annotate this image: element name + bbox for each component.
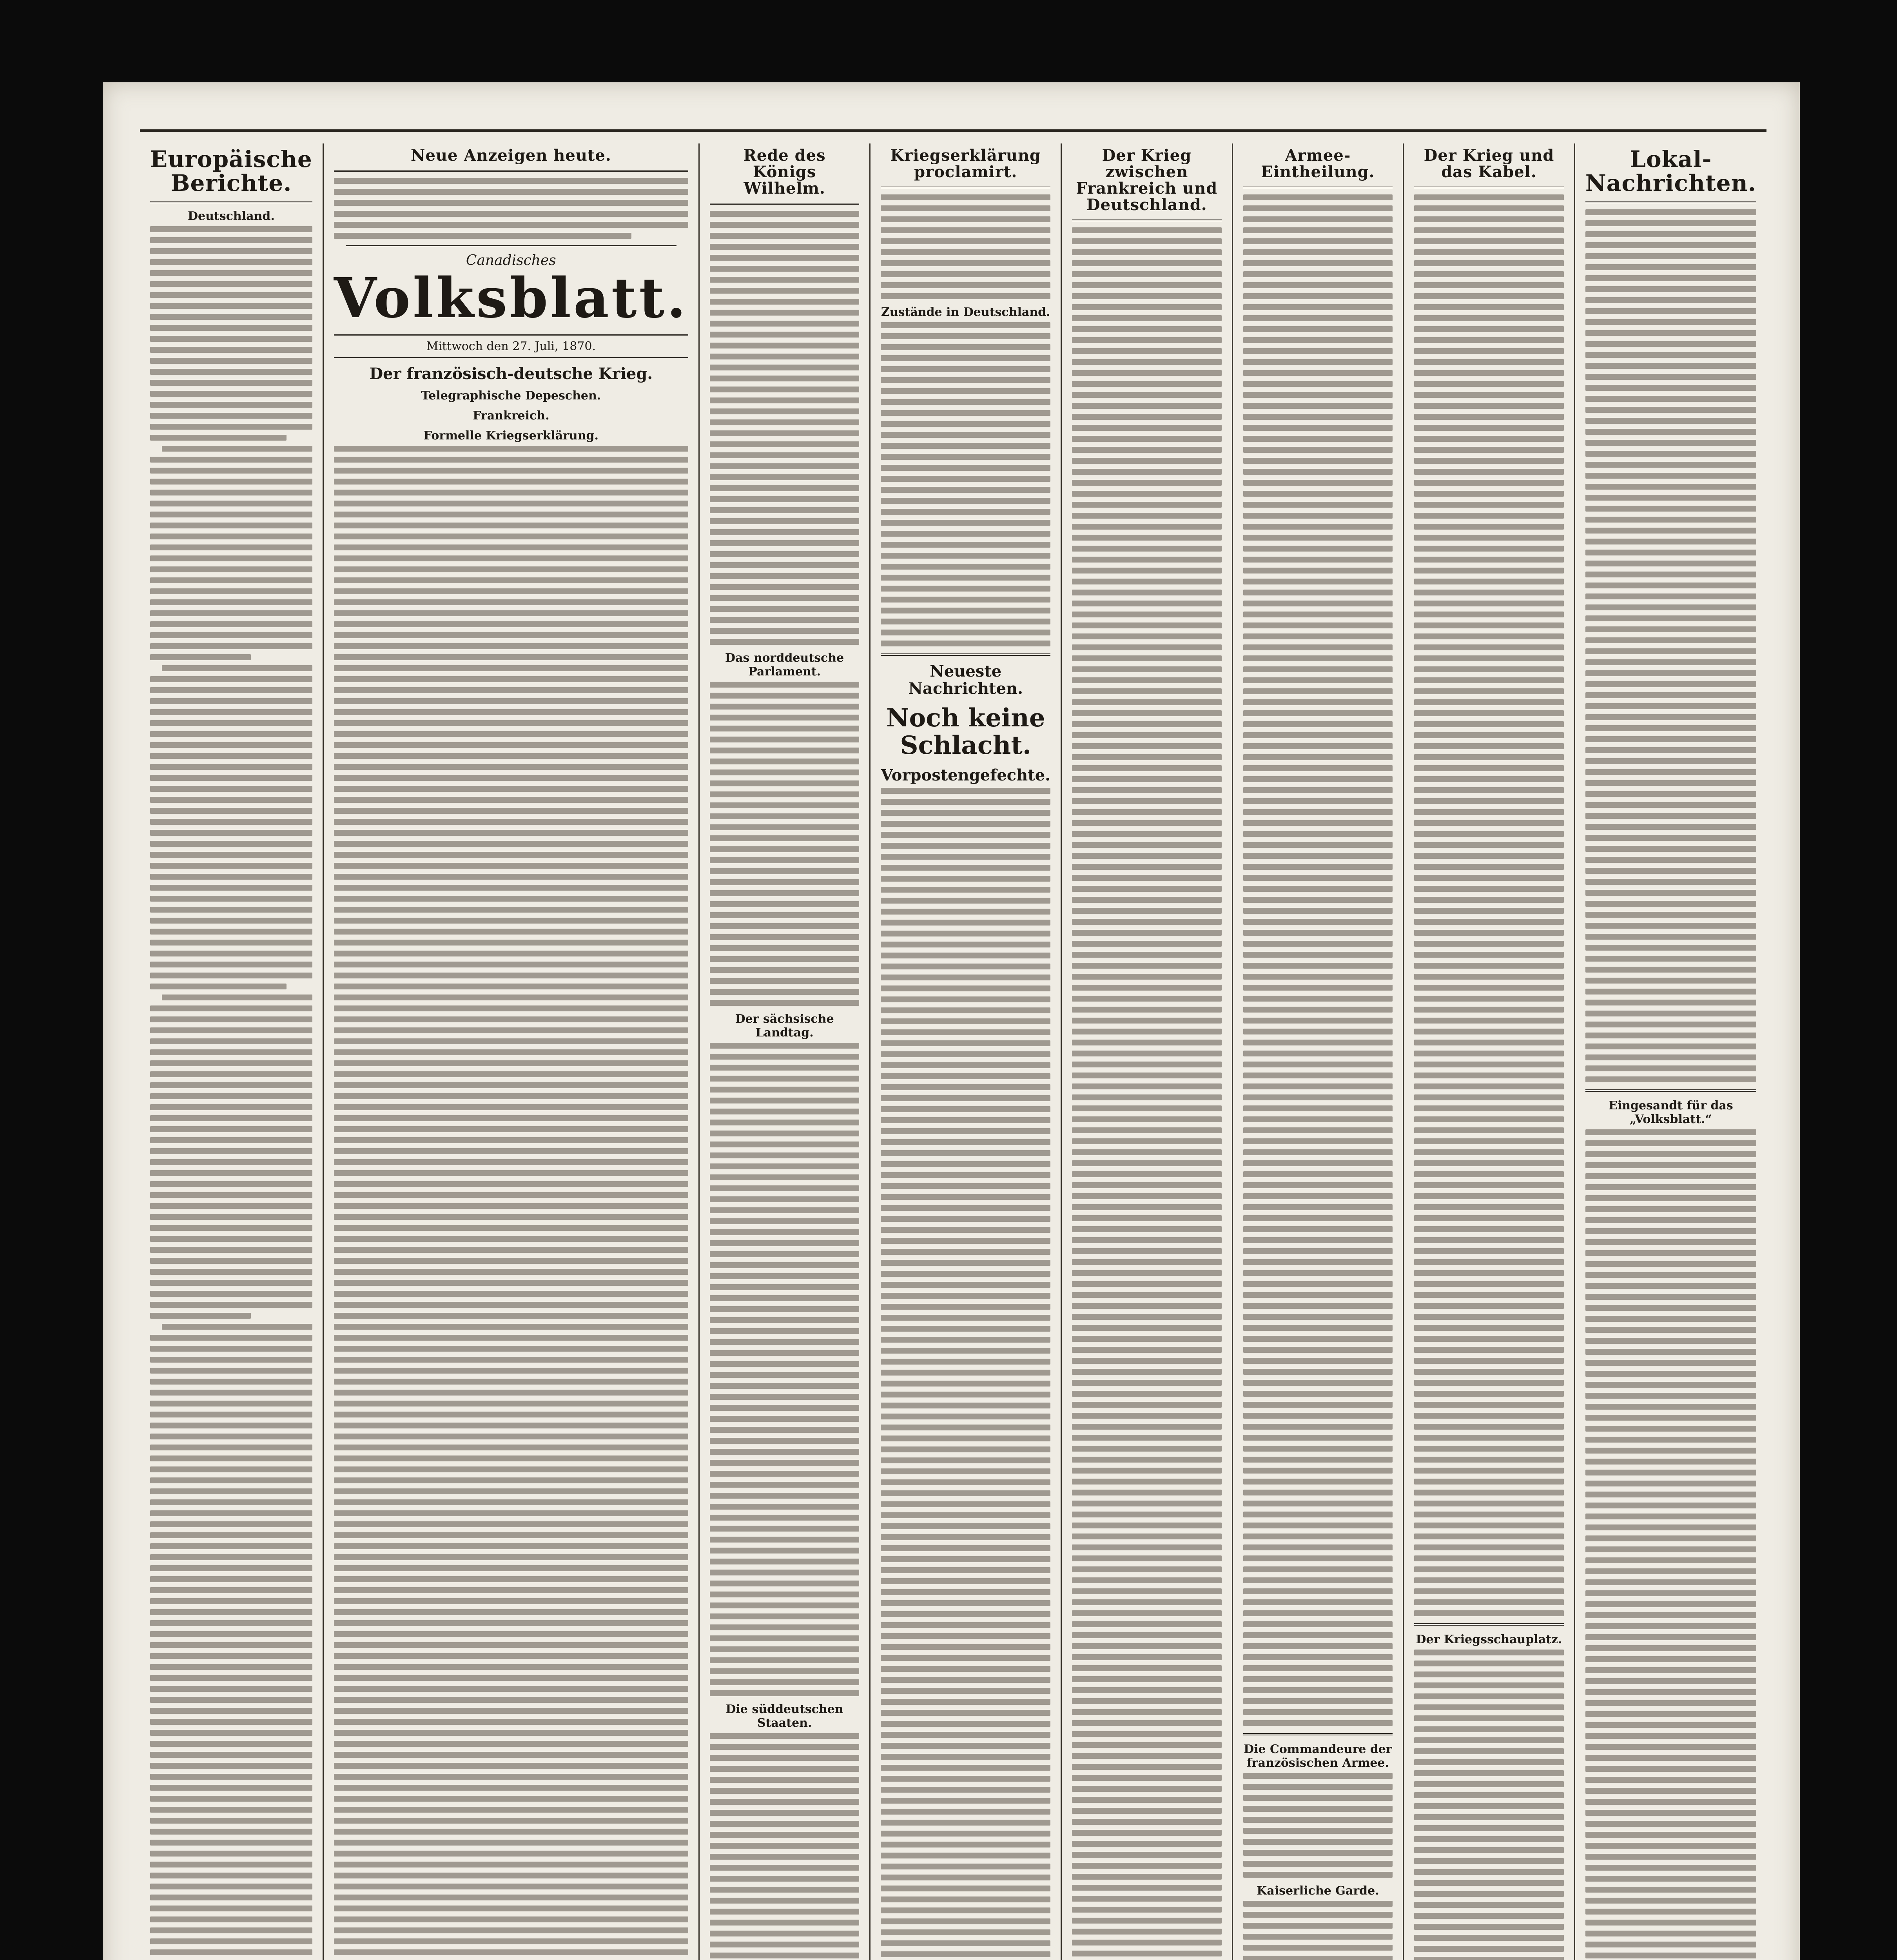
article-text (881, 194, 1050, 299)
article-text (1243, 194, 1393, 1726)
section-subtitle: Telegraphische Depeschen. (421, 389, 601, 403)
ads-list (334, 178, 688, 239)
column-heading: Lokal-Nachrichten. (1585, 143, 1756, 203)
article-text (334, 446, 688, 1960)
section-subtitle: Kaiserliche Garde. (1257, 1884, 1379, 1898)
section-title: Der französisch-deutsche Krieg. (369, 365, 653, 383)
section-subtitle: Zustände in Deutschland. (881, 305, 1050, 319)
column-5 (1062, 143, 1233, 1960)
divider (881, 653, 1050, 656)
column-heading: Neue Anzeigen heute. (334, 143, 688, 172)
column-7 (1404, 143, 1575, 1960)
article-text (710, 1043, 860, 1696)
divider (1243, 1733, 1393, 1735)
article-text (710, 1733, 860, 1960)
article-text (881, 322, 1050, 646)
column-heading: Der Krieg und das Kabel. (1414, 143, 1564, 188)
section-title: Vorpostengefechte. (881, 766, 1051, 784)
headline: Noch keine Schlacht. (886, 703, 1045, 760)
section-subtitle: Das norddeutsche Parlament. (725, 651, 844, 679)
column-6 (1233, 143, 1404, 1960)
masthead-date: Mittwoch den 27. Juli, 1870. (334, 334, 688, 358)
article-text (1414, 194, 1564, 1616)
article-text (1072, 227, 1222, 1960)
section-subtitle: Die süddeutschen Staaten. (725, 1702, 843, 1730)
article-text (1585, 209, 1756, 1082)
section-subtitle: Der Kriegsschauplatz. (1416, 1633, 1562, 1646)
article-text (150, 226, 312, 1960)
divider (1585, 1089, 1756, 1092)
article-text (710, 682, 860, 1006)
article-text (1243, 1773, 1393, 1878)
column-1 (140, 143, 324, 1960)
roster (1243, 1901, 1393, 1960)
column-2 (324, 143, 700, 1960)
column-heading: Kriegserklärung proclamirt. (881, 143, 1050, 188)
section-subtitle: Frankreich. (473, 409, 550, 423)
article-text (881, 788, 1050, 1960)
divider (346, 245, 676, 246)
page-frame (140, 129, 1766, 1960)
divider (1414, 1623, 1564, 1626)
article-text (1414, 1650, 1564, 1960)
column-3 (700, 143, 871, 1960)
article-text (1585, 1129, 1756, 1960)
section-title: Neueste Nachrichten. (908, 662, 1023, 698)
article-text (710, 211, 860, 645)
column-heading: Rede des Königs Wilhelm. (710, 143, 860, 205)
section-subtitle: Der sächsische Landtag. (735, 1012, 834, 1040)
column-heading: Europäische Berichte. (150, 143, 312, 203)
section-subtitle: Formelle Kriegserklärung. (423, 429, 598, 443)
section-title: Deutschland. (188, 209, 275, 223)
masthead-title: Volksblatt. (334, 266, 688, 330)
newspaper-page (103, 82, 1800, 1960)
section-subtitle: Eingesandt für das „Volksblatt.“ (1608, 1098, 1733, 1126)
column-4 (871, 143, 1062, 1960)
section-subtitle: Die Commandeure der französischen Armee. (1244, 1742, 1392, 1770)
columns (140, 143, 1766, 1960)
masthead-subtitle: Canadisches (466, 252, 556, 269)
column-heading: Armee-Eintheilung. (1243, 143, 1393, 188)
column-heading: Der Krieg zwischen Frankreich und Deutschland. (1072, 143, 1222, 221)
column-8 (1575, 143, 1766, 1960)
